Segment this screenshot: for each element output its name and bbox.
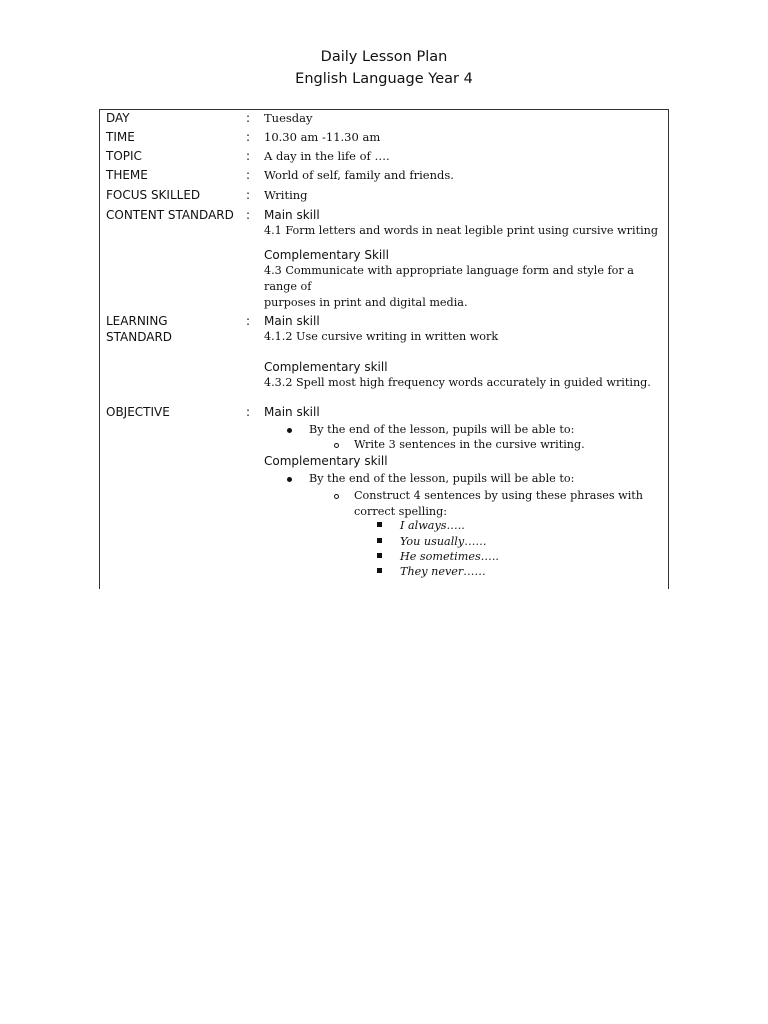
colon: : [246,130,251,144]
theme-value: World of self, family and friends. [264,168,454,182]
learning-standard-value [264,313,664,391]
spacer [264,345,664,359]
objective-main-heading: Main skill [264,405,320,419]
learning-standard-label-1: LEARNING [106,314,168,328]
spacer [264,239,664,247]
day-label: DAY [106,111,130,125]
content-main-heading: Main skill [264,208,320,222]
objective-comp-sub-2: correct spelling: [354,505,448,518]
objective-main-sub: Write 3 sentences in the cursive writing. [354,438,585,451]
content-main-text: 4.1 Form letters and words in neat legible print using cursive writing [264,224,659,237]
time-value: 10.30 am -11.30 am [264,130,381,144]
content-comp-text-2: purposes in print and digital media. [264,296,468,309]
bullet-square-icon [377,522,382,527]
lesson-plan-table [99,109,669,589]
document-title: Daily Lesson Plan [320,49,448,65]
colon: : [246,314,251,328]
focus-value: Writing [264,188,308,202]
topic-value: A day in the life of …. [264,149,390,163]
phrase-item: You usually…… [400,535,487,548]
bullet-circle-icon [334,443,339,448]
phrase-item: They never…… [400,565,486,578]
learning-main-heading: Main skill [264,314,320,328]
content-comp-text-1: 4.3 Communicate with appropriate language form and style for a range of [264,264,634,293]
objective-label: OBJECTIVE [106,405,170,419]
focus-label: FOCUS SKILLED [106,188,201,202]
colon: : [246,208,251,222]
colon: : [246,168,251,182]
objective-comp-bullet: By the end of the lesson, pupils will be able to: [309,472,575,485]
learning-main-text: 4.1.2 Use cursive writing in written work [264,330,499,343]
content-standard-label: CONTENT STANDARD [106,208,234,222]
learning-comp-text: 4.3.2 Spell most high frequency words accurately in guided writing. [264,376,651,389]
phrase-item: He sometimes….. [400,550,499,563]
bullet-square-icon [377,568,382,573]
content-comp-heading: Complementary Skill [264,248,389,262]
objective-main-bullet: By the end of the lesson, pupils will be able to: [309,423,575,436]
bullet-square-icon [377,553,382,558]
theme-label: THEME [106,168,148,182]
learning-comp-heading: Complementary skill [264,360,388,374]
learning-standard-label-2: STANDARD [106,330,173,344]
colon: : [246,405,251,419]
bullet-dot-icon [287,477,292,482]
colon: : [246,188,251,202]
colon: : [246,149,251,163]
topic-label: TOPIC [106,149,142,163]
document-subtitle: English Language Year 4 [295,71,473,87]
objective-comp-sub-1: Construct 4 sentences by using these phrases with [354,489,643,502]
phrase-item: I always….. [400,519,465,532]
document-header [0,46,768,90]
day-value: Tuesday [264,111,313,125]
objective-comp-heading: Complementary skill [264,454,388,468]
bullet-circle-icon [334,494,339,499]
content-standard-value [264,207,664,311]
bullet-square-icon [377,538,382,543]
colon: : [246,111,251,125]
bullet-dot-icon [287,428,292,433]
time-label: TIME [106,130,135,144]
